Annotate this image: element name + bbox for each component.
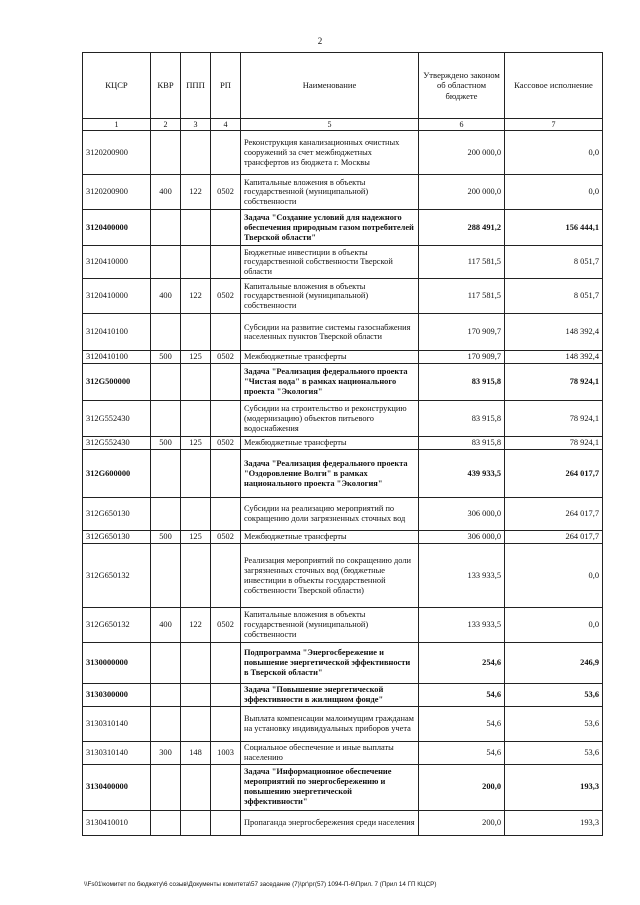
cell-ppp <box>181 498 211 531</box>
cell-rp <box>211 684 241 707</box>
cell-name: Межбюджетные трансферты <box>241 351 419 364</box>
cell-ppp: 148 <box>181 741 211 764</box>
cell-rp: 0502 <box>211 437 241 450</box>
cell-ppp <box>181 764 211 810</box>
cell-kcsr: 3120400000 <box>83 210 151 246</box>
column-index-row <box>83 119 603 131</box>
cell-rp <box>211 810 241 835</box>
cell-executed: 0,0 <box>505 608 603 643</box>
cell-executed: 8 051,7 <box>505 279 603 314</box>
cell-rp <box>211 544 241 608</box>
cell-ppp: 122 <box>181 279 211 314</box>
header-ppp: ППП <box>181 53 211 119</box>
cell-kvr <box>151 246 181 279</box>
cell-name: Задача "Создание условий для надежного обеспечения природным газом потребителей Тверской области" <box>241 210 419 246</box>
cell-name: Межбюджетные трансферты <box>241 531 419 544</box>
cell-name: Задача "Повышение энергетической эффективности в жилищном фонде" <box>241 684 419 707</box>
header-name: Наименование <box>241 53 419 119</box>
column-index: 1 <box>83 119 151 131</box>
cell-approved: 254,6 <box>419 643 505 684</box>
cell-kvr: 400 <box>151 608 181 643</box>
cell-rp <box>211 706 241 741</box>
column-index: 7 <box>505 119 603 131</box>
cell-name: Социальное обеспечение и иные выплаты населению <box>241 741 419 764</box>
cell-rp <box>211 246 241 279</box>
cell-executed: 193,3 <box>505 764 603 810</box>
cell-approved: 200 000,0 <box>419 175 505 210</box>
table-row <box>83 764 603 810</box>
table-row <box>83 279 603 314</box>
cell-executed: 53,6 <box>505 706 603 741</box>
cell-approved: 200,0 <box>419 764 505 810</box>
cell-kvr <box>151 810 181 835</box>
cell-name: Субсидии на строительство и реконструкцию (модернизацию) объектов питьевого водоснабжения <box>241 401 419 437</box>
cell-ppp <box>181 210 211 246</box>
cell-rp <box>211 401 241 437</box>
cell-kvr: 500 <box>151 531 181 544</box>
cell-ppp <box>181 684 211 707</box>
table-row <box>83 351 603 364</box>
cell-approved: 133 933,5 <box>419 608 505 643</box>
cell-name: Реализация мероприятий по сокращению доли загрязненных сточных вод (бюджетные инвестиции в объекты государственной собственности Тверской области) <box>241 544 419 608</box>
cell-rp <box>211 764 241 810</box>
cell-approved: 170 909,7 <box>419 314 505 351</box>
cell-kcsr: 312G650132 <box>83 608 151 643</box>
cell-kvr <box>151 643 181 684</box>
cell-kvr <box>151 131 181 175</box>
table-row <box>83 684 603 707</box>
cell-kcsr: 3130300000 <box>83 684 151 707</box>
table-row <box>83 175 603 210</box>
cell-rp: 0502 <box>211 608 241 643</box>
cell-executed: 78 924,1 <box>505 437 603 450</box>
cell-name: Межбюджетные трансферты <box>241 437 419 450</box>
table-row <box>83 544 603 608</box>
table-row <box>83 131 603 175</box>
cell-kvr: 400 <box>151 279 181 314</box>
cell-name: Бюджетные инвестиции в объекты государственной собственности Тверской области <box>241 246 419 279</box>
table-row <box>83 531 603 544</box>
table-row <box>83 450 603 498</box>
cell-executed: 264 017,7 <box>505 531 603 544</box>
cell-name: Пропаганда энергосбережения среди населения <box>241 810 419 835</box>
cell-kcsr: 312G600000 <box>83 450 151 498</box>
cell-kcsr: 312G650132 <box>83 544 151 608</box>
cell-name: Капитальные вложения в объекты государственной (муниципальной) собственности <box>241 279 419 314</box>
cell-ppp <box>181 544 211 608</box>
column-index: 5 <box>241 119 419 131</box>
header-row <box>83 53 603 119</box>
cell-ppp <box>181 450 211 498</box>
footer-file-path: \\Fs01\комитет по бюджету\6 созыв\Документы комитета\57 заседание (7)\рг\рг(57) 1094-П-6\Прил. 7 (Прил 14 ГП КЦСР) <box>84 881 437 888</box>
cell-name: Капитальные вложения в объекты государственной (муниципальной) собственности <box>241 175 419 210</box>
cell-approved: 200,0 <box>419 810 505 835</box>
cell-executed: 148 392,4 <box>505 351 603 364</box>
cell-kvr <box>151 314 181 351</box>
table-row <box>83 810 603 835</box>
cell-name: Субсидии на реализацию мероприятий по сокращению доли загрязненных сточных вод <box>241 498 419 531</box>
cell-ppp <box>181 401 211 437</box>
cell-approved: 54,6 <box>419 684 505 707</box>
cell-kcsr: 3130400000 <box>83 764 151 810</box>
cell-approved: 83 915,8 <box>419 364 505 401</box>
cell-kvr <box>151 450 181 498</box>
table-row <box>83 246 603 279</box>
cell-kcsr: 3120200900 <box>83 131 151 175</box>
cell-kvr: 500 <box>151 351 181 364</box>
page-number: 2 <box>317 36 323 46</box>
header-kvr: КВР <box>151 53 181 119</box>
cell-ppp <box>181 246 211 279</box>
cell-kvr: 400 <box>151 175 181 210</box>
cell-kvr <box>151 706 181 741</box>
cell-ppp <box>181 314 211 351</box>
cell-rp <box>211 643 241 684</box>
table-row <box>83 643 603 684</box>
cell-kcsr: 3120410100 <box>83 314 151 351</box>
cell-ppp: 125 <box>181 531 211 544</box>
column-index: 2 <box>151 119 181 131</box>
cell-rp: 0502 <box>211 279 241 314</box>
cell-kvr <box>151 764 181 810</box>
cell-rp: 1003 <box>211 741 241 764</box>
cell-name: Задача "Реализация федерального проекта "Оздоровление Волги" в рамках национального проекта "Экология" <box>241 450 419 498</box>
cell-kcsr: 312G500000 <box>83 364 151 401</box>
cell-kcsr: 3130410010 <box>83 810 151 835</box>
cell-kvr <box>151 498 181 531</box>
cell-ppp: 125 <box>181 437 211 450</box>
cell-approved: 306 000,0 <box>419 531 505 544</box>
cell-ppp <box>181 131 211 175</box>
cell-name: Выплата компенсации малоимущим гражданам на установку индивидуальных приборов учета <box>241 706 419 741</box>
cell-ppp <box>181 810 211 835</box>
cell-ppp <box>181 643 211 684</box>
table-row <box>83 608 603 643</box>
cell-executed: 78 924,1 <box>505 401 603 437</box>
cell-executed: 0,0 <box>505 131 603 175</box>
cell-kcsr: 312G552430 <box>83 437 151 450</box>
cell-rp: 0502 <box>211 531 241 544</box>
cell-executed: 78 924,1 <box>505 364 603 401</box>
cell-name: Реконструкция канализационных очистных сооружений за счет межбюджетных трансфертов из бюджета г. Москвы <box>241 131 419 175</box>
cell-executed: 246,9 <box>505 643 603 684</box>
budget-table <box>82 52 603 836</box>
cell-executed: 53,6 <box>505 741 603 764</box>
cell-rp <box>211 364 241 401</box>
cell-name: Субсидии на развитие системы газоснабжения населенных пунктов Тверской области <box>241 314 419 351</box>
cell-kvr <box>151 364 181 401</box>
table-row <box>83 498 603 531</box>
cell-approved: 288 491,2 <box>419 210 505 246</box>
cell-executed: 0,0 <box>505 544 603 608</box>
cell-approved: 83 915,8 <box>419 437 505 450</box>
cell-approved: 439 933,5 <box>419 450 505 498</box>
header-executed: Кассовое исполнение <box>505 53 603 119</box>
cell-rp <box>211 498 241 531</box>
cell-kcsr: 3130310140 <box>83 706 151 741</box>
cell-executed: 264 017,7 <box>505 498 603 531</box>
table-row <box>83 741 603 764</box>
cell-kcsr: 3120200900 <box>83 175 151 210</box>
cell-kvr <box>151 544 181 608</box>
cell-name: Капитальные вложения в объекты государственной (муниципальной) собственности <box>241 608 419 643</box>
cell-approved: 306 000,0 <box>419 498 505 531</box>
cell-ppp <box>181 706 211 741</box>
table-row <box>83 364 603 401</box>
cell-rp: 0502 <box>211 351 241 364</box>
header-approved: Утверждено законом об областном бюджете <box>419 53 505 119</box>
table-row <box>83 314 603 351</box>
column-index: 6 <box>419 119 505 131</box>
cell-executed: 53,6 <box>505 684 603 707</box>
cell-approved: 83 915,8 <box>419 401 505 437</box>
cell-kcsr: 312G552430 <box>83 401 151 437</box>
table-row <box>83 437 603 450</box>
header-kcsr: КЦСР <box>83 53 151 119</box>
cell-kvr <box>151 401 181 437</box>
cell-rp <box>211 210 241 246</box>
cell-approved: 170 909,7 <box>419 351 505 364</box>
cell-kvr: 300 <box>151 741 181 764</box>
table-row <box>83 706 603 741</box>
table-row <box>83 210 603 246</box>
cell-kcsr: 3120410100 <box>83 351 151 364</box>
cell-executed: 148 392,4 <box>505 314 603 351</box>
cell-ppp: 122 <box>181 175 211 210</box>
cell-approved: 200 000,0 <box>419 131 505 175</box>
cell-executed: 264 017,7 <box>505 450 603 498</box>
cell-kvr: 500 <box>151 437 181 450</box>
column-index: 3 <box>181 119 211 131</box>
cell-executed: 0,0 <box>505 175 603 210</box>
cell-approved: 133 933,5 <box>419 544 505 608</box>
cell-name: Задача "Информационное обеспечение мероприятий по энергосбережению и повышению энергетической эффективности" <box>241 764 419 810</box>
cell-kcsr: 312G650130 <box>83 531 151 544</box>
header-rp: РП <box>211 53 241 119</box>
cell-approved: 54,6 <box>419 706 505 741</box>
column-index: 4 <box>211 119 241 131</box>
cell-rp: 0502 <box>211 175 241 210</box>
cell-rp <box>211 131 241 175</box>
cell-ppp: 125 <box>181 351 211 364</box>
cell-ppp: 122 <box>181 608 211 643</box>
cell-approved: 54,6 <box>419 741 505 764</box>
cell-kcsr: 3120410000 <box>83 279 151 314</box>
cell-ppp <box>181 364 211 401</box>
cell-kvr <box>151 210 181 246</box>
cell-kvr <box>151 684 181 707</box>
cell-name: Подпрограмма "Энергосбережение и повышение энергетической эффективности в Тверской области" <box>241 643 419 684</box>
cell-name: Задача "Реализация федерального проекта "Чистая вода" в рамках национального проекта "Экология" <box>241 364 419 401</box>
table-row <box>83 401 603 437</box>
cell-approved: 117 581,5 <box>419 246 505 279</box>
cell-rp <box>211 314 241 351</box>
cell-executed: 8 051,7 <box>505 246 603 279</box>
cell-kcsr: 3130310140 <box>83 741 151 764</box>
cell-rp <box>211 450 241 498</box>
cell-executed: 156 444,1 <box>505 210 603 246</box>
cell-executed: 193,3 <box>505 810 603 835</box>
cell-approved: 117 581,5 <box>419 279 505 314</box>
cell-kcsr: 3120410000 <box>83 246 151 279</box>
cell-kcsr: 312G650130 <box>83 498 151 531</box>
cell-kcsr: 3130000000 <box>83 643 151 684</box>
